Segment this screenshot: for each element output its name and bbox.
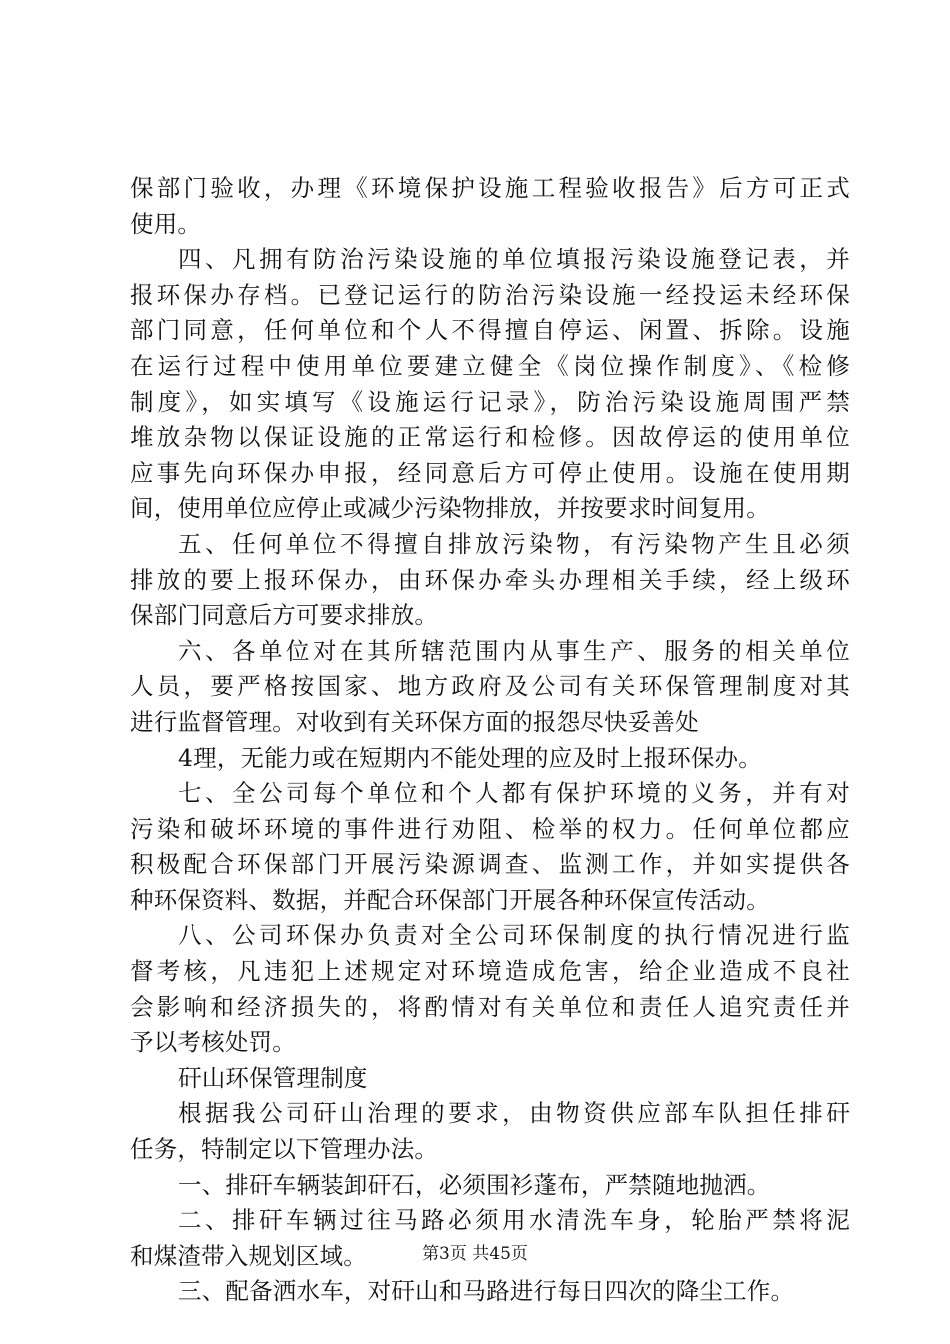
paragraph-line: 积极配合环保部门开展污染源调查、监测工作，并如实提供各	[130, 850, 850, 879]
paragraph-line: 部门同意，任何单位和个人不得擅自停运、闲置、拆除。设施	[130, 316, 850, 345]
paragraph-line: 保部门验收，办理《环境保护设施工程验收报告》后方可正式	[130, 174, 850, 202]
paragraph-line: 五、任何单位不得擅自排放污染物，有污染物产生且必须	[178, 529, 850, 558]
paragraph-line: 制度》，如实填写《设施运行记录》，防治污染设施周围严禁	[130, 387, 850, 416]
paragraph-line: 在运行过程中使用单位要建立健全《岗位操作制度》、《检修	[130, 351, 850, 380]
page-number-footer: 第3页 共45页	[422, 1244, 528, 1264]
paragraph-line: 保部门同意后方可要求排放。	[130, 601, 439, 630]
paragraph-line: 七、全公司每个单位和个人都有保护环境的义务，并有对	[178, 779, 850, 808]
paragraph-line: 任务，特制定以下管理办法。	[130, 1135, 439, 1164]
paragraph-line: 会影响和经济损失的，将酌情对有关单位和责任人追究责任并	[130, 992, 850, 1021]
paragraph-line: 报环保办存档。已登记运行的防治污染设施一经投运未经环保	[130, 280, 850, 309]
paragraph-line: 二、排矸车辆过往马路必须用水清洗车身，轮胎严禁将泥	[178, 1206, 850, 1235]
paragraph-line: 根据我公司矸山治理的要求，由物资供应部车队担任排矸	[178, 1099, 850, 1128]
paragraph-line: 4理，无能力或在短期内不能处理的应及时上报环保办。	[178, 743, 762, 772]
section-heading: 矸山环保管理制度	[178, 1063, 368, 1092]
paragraph-line: 督考核，凡违犯上述规定对环境造成危害，给企业造成不良社	[130, 957, 850, 986]
paragraph-line: 排放的要上报环保办，由环保办牵头办理相关手续，经上级环	[130, 565, 850, 594]
paragraph-line: 种环保资料、数据，并配合环保部门开展各种环保宣传活动。	[130, 885, 770, 914]
paragraph-line: 应事先向环保办申报，经同意后方可停止使用。设施在使用期	[130, 458, 850, 487]
paragraph-line: 污染和破坏环境的事件进行劝阻、检举的权力。任何单位都应	[130, 814, 850, 843]
paragraph-line: 堆放杂物以保证设施的正常运行和检修。因故停运的使用单位	[130, 423, 850, 452]
paragraph-line: 进行监督管理。对收到有关环保方面的报怨尽快妥善处	[130, 707, 699, 736]
paragraph-line: 八、公司环保办负责对全公司环保制度的执行情况进行监	[178, 921, 850, 950]
paragraph-line: 和煤渣带入规划区域。	[130, 1241, 367, 1270]
paragraph-line: 间，使用单位应停止或减少污染物排放，并按要求时间复用。	[130, 494, 770, 523]
paragraph-line: 予以考核处罚。	[130, 1028, 296, 1057]
document-body	[130, 171, 850, 1310]
paragraph-line: 四、凡拥有防治污染设施的单位填报污染设施登记表，并	[178, 245, 850, 274]
paragraph-line: 三、配备洒水车，对矸山和马路进行每日四次的降尘工作。	[178, 1277, 795, 1306]
paragraph-line: 一、排矸车辆装卸矸石，必须围衫蓬布，严禁随地抛洒。	[178, 1170, 771, 1199]
paragraph-line: 六、各单位对在其所辖范围内从事生产、服务的相关单位	[178, 636, 850, 665]
paragraph-line: 使用。	[130, 209, 202, 238]
paragraph-line: 人员，要严格按国家、地方政府及公司有关环保管理制度对其	[130, 672, 850, 701]
